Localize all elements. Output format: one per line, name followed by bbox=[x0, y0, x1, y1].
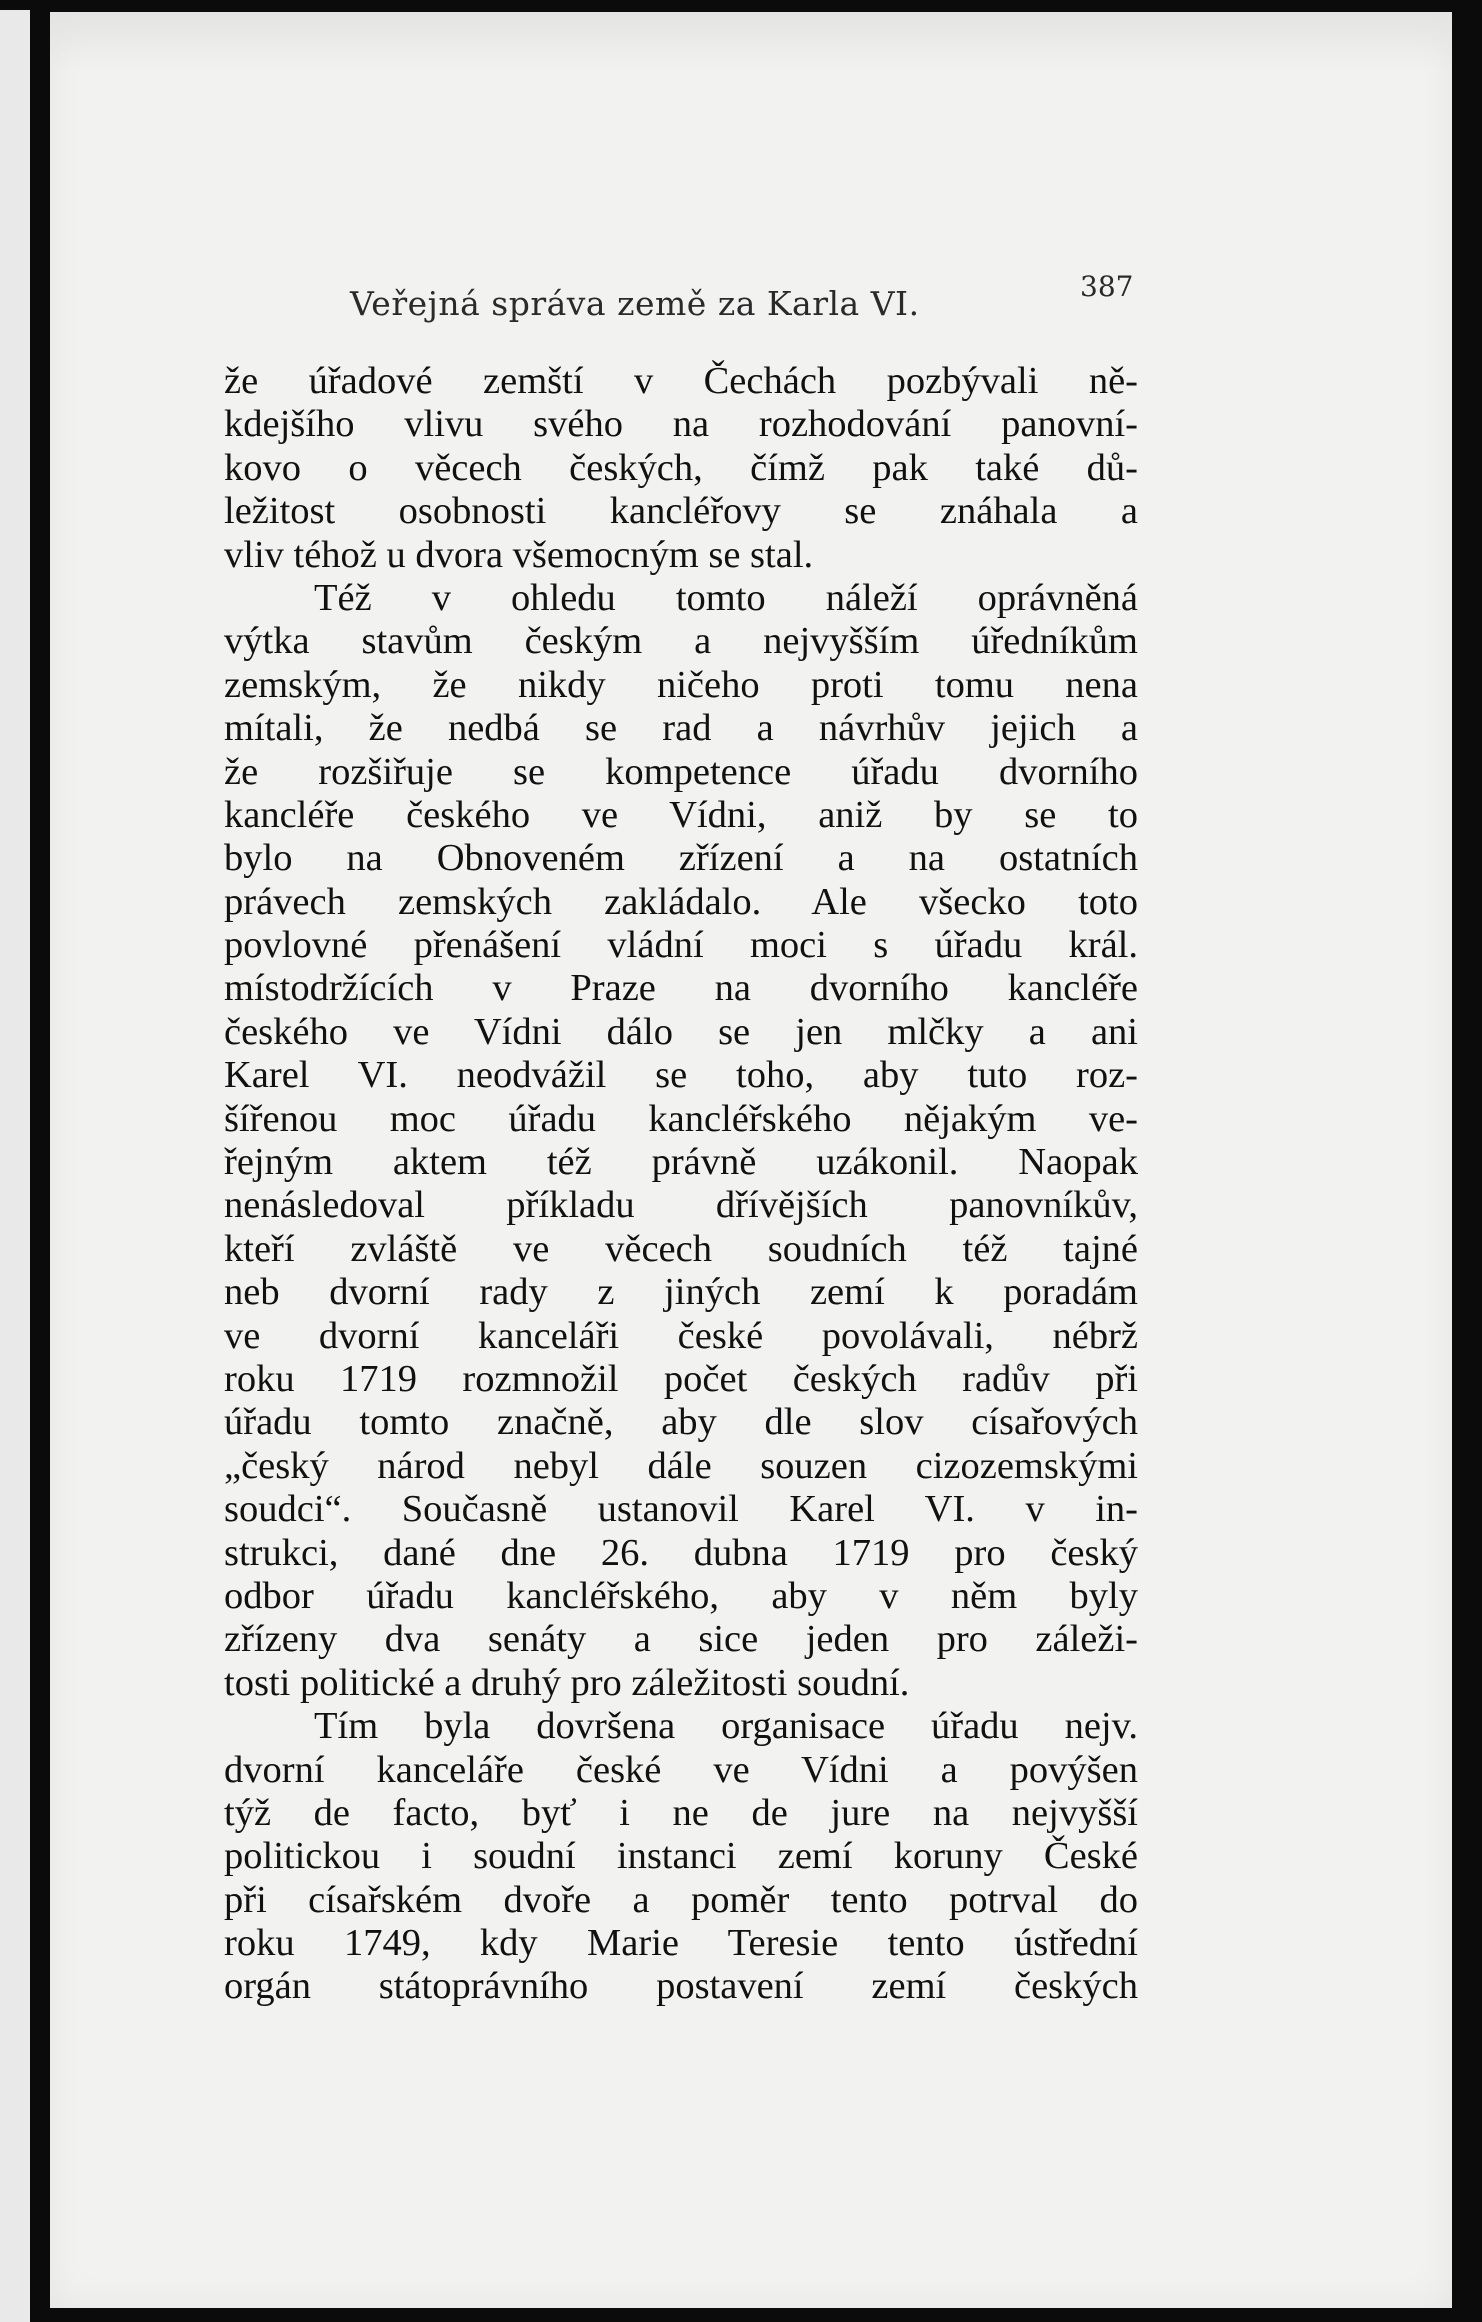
text-line: tosti politické a druhý pro záležitosti soudní. bbox=[224, 1661, 910, 1704]
text-line: řejným aktem též právně uzákonil. Naopak bbox=[224, 1141, 1138, 1184]
body-text bbox=[224, 360, 1138, 2009]
text-line: šířenou moc úřadu kancléřského nějakým ve- bbox=[224, 1097, 1138, 1140]
text-line: dvorní kanceláře české ve Vídni a povýšen bbox=[224, 1748, 1138, 1791]
text-line: kdejšího vlivu svého na rozhodování panovní- bbox=[224, 403, 1138, 446]
paragraph-start-line: Též v ohledu tomto náleží oprávněná bbox=[314, 576, 1138, 619]
text-line: nenásledoval příkladu dřívějších panovníkův, bbox=[224, 1184, 1138, 1227]
text-line: zemským, že nikdy ničeho proti tomu nena bbox=[224, 663, 1138, 706]
text-line: roku 1719 rozmnožil počet českých radův při bbox=[224, 1357, 1138, 1400]
adjacent-page-edge bbox=[0, 10, 30, 2322]
text-line: výtka stavům českým a nejvyšším úředníkům bbox=[224, 620, 1138, 663]
running-head: Veřejná správa země za Karla VI. bbox=[350, 284, 920, 323]
text-line: bylo na Obnoveném zřízení a na ostatních bbox=[224, 837, 1138, 880]
text-line: strukci, dané dne 26. dubna 1719 pro český bbox=[224, 1531, 1138, 1574]
text-line: mítali, že nedbá se rad a návrhův jejich a bbox=[224, 707, 1138, 750]
text-line: místodržících v Praze na dvorního kancléře bbox=[224, 967, 1138, 1010]
text-line: při císařském dvoře a poměr tento potrval do bbox=[224, 1878, 1138, 1921]
text-line: kancléře českého ve Vídni, aniž by se to bbox=[224, 793, 1138, 836]
text-line: Karel VI. neodvážil se toho, aby tuto roz- bbox=[224, 1054, 1138, 1097]
page-shadow bbox=[50, 12, 1452, 72]
text-line: neb dvorní rady z jiných zemí k poradám bbox=[224, 1271, 1138, 1314]
text-line: orgán státoprávního postavení zemí českých bbox=[224, 1965, 1138, 2008]
text-line: ve dvorní kanceláři české povolávali, nébrž bbox=[224, 1314, 1138, 1357]
text-line: že úřadové zemští v Čechách pozbývali ně- bbox=[224, 360, 1138, 402]
text-line: českého ve Vídni dálo se jen mlčky a ani bbox=[224, 1010, 1138, 1053]
text-line: právech zemských zakládalo. Ale všecko toto bbox=[224, 880, 1138, 923]
paragraph-start-line: Tím byla dovršena organisace úřadu nejv. bbox=[314, 1705, 1138, 1748]
text-line: povlovné přenášení vládní moci s úřadu král. bbox=[224, 924, 1138, 967]
text-line: ležitost osobnosti kancléřovy se znáhala a bbox=[224, 490, 1138, 533]
text-line: roku 1749, kdy Marie Teresie tento ústřední bbox=[224, 1922, 1138, 1965]
text-line: kovo o věcech českých, čímž pak také dů- bbox=[224, 446, 1138, 489]
text-line: vliv téhož u dvora všemocným se stal. bbox=[224, 533, 814, 576]
text-line: že rozšiřuje se kompetence úřadu dvorního bbox=[224, 750, 1138, 793]
text-line: soudci“. Současně ustanovil Karel VI. v in- bbox=[224, 1488, 1138, 1531]
text-line: odbor úřadu kancléřského, aby v něm byly bbox=[224, 1574, 1138, 1617]
text-line: „český národ nebyl dále souzen cizozemskými bbox=[224, 1444, 1138, 1487]
text-line: politickou i soudní instanci zemí koruny České bbox=[224, 1835, 1138, 1878]
text-line: týž de facto, byť i ne de jure na nejvyšší bbox=[224, 1791, 1138, 1834]
page-number: 387 bbox=[1080, 270, 1134, 303]
text-line: kteří zvláště ve věcech soudních též tajné bbox=[224, 1227, 1138, 1270]
text-line: úřadu tomto značně, aby dle slov císařových bbox=[224, 1401, 1138, 1444]
text-line: zřízeny dva senáty a sice jeden pro záleži- bbox=[224, 1618, 1138, 1661]
